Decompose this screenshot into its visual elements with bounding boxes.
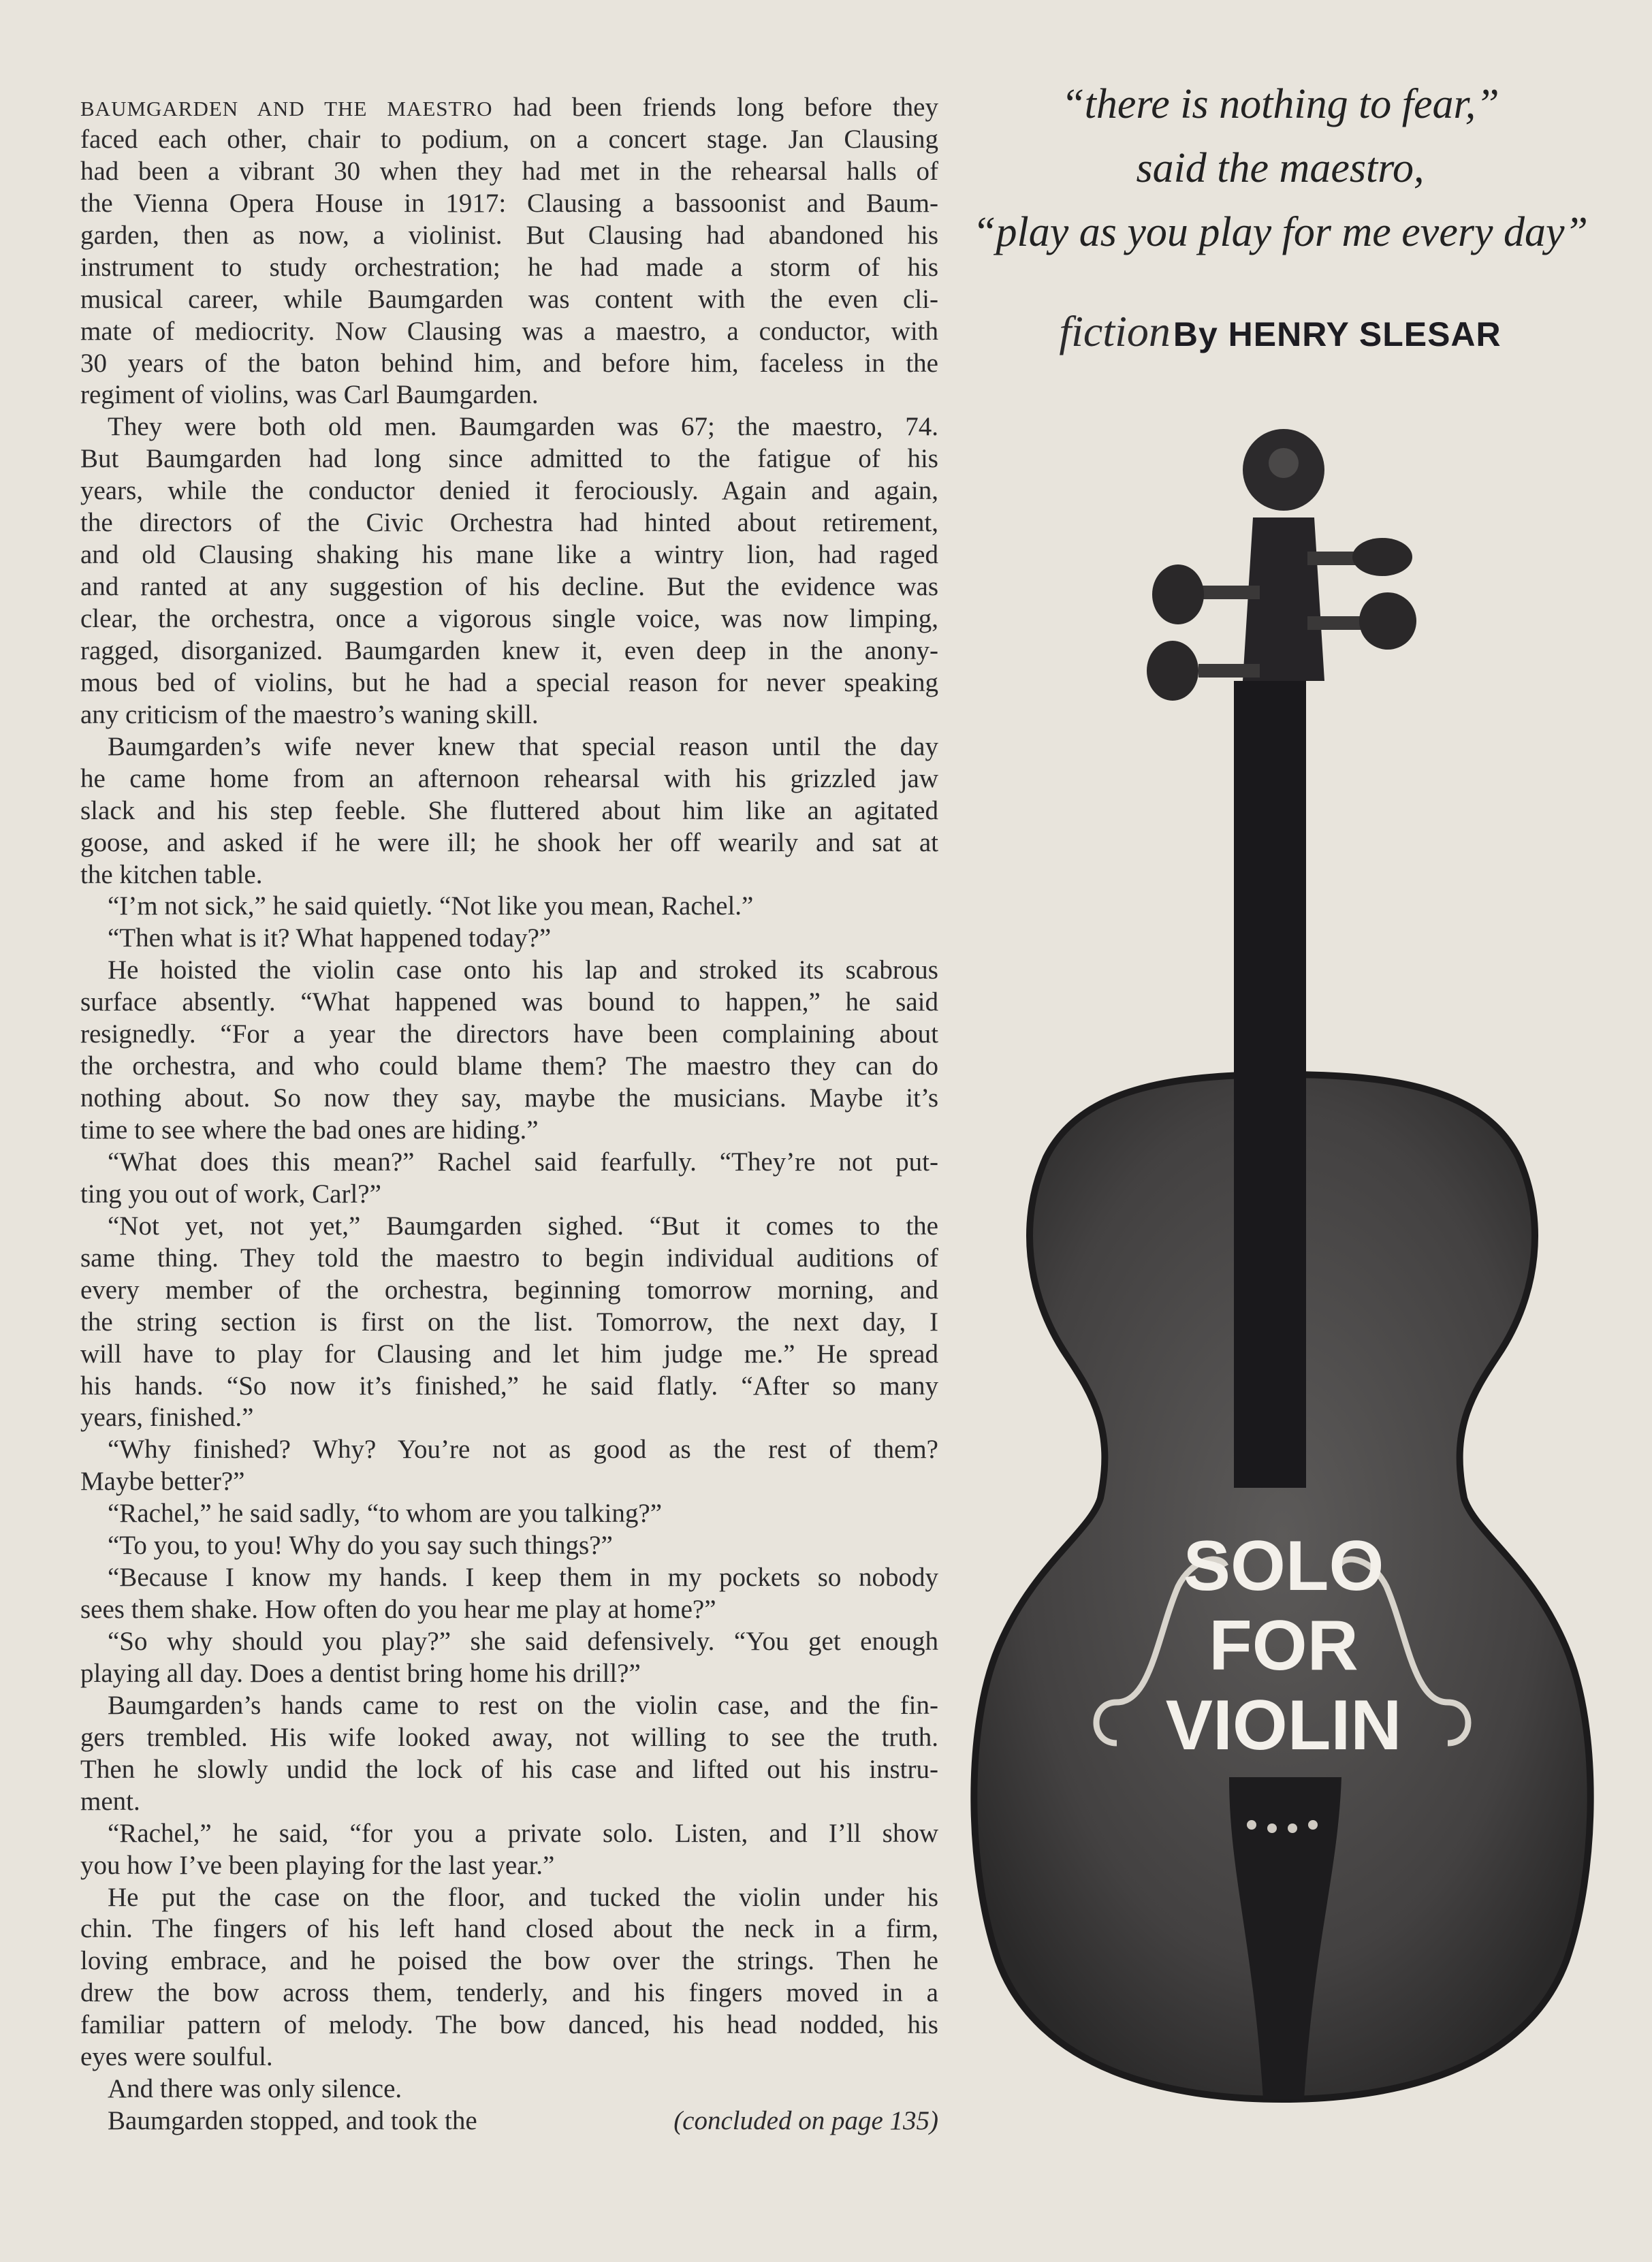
story-line-text: the Vienna Opera House in 1917: Clausing a bassoonist and Baum- [80,188,938,218]
story-line-text: the orchestra, and who could blame them? The maestro they can do [80,1051,938,1081]
story-line-text: time to see where the bad ones are hiding.” [80,1115,539,1145]
story-line-text: ting you out of work, Carl?” [80,1179,381,1209]
story-line-text: But Baumgarden had long since admitted to the fatigue of his [80,444,938,474]
story-line-text: the directors of the Civic Orchestra had hinted about retirement, [80,508,938,538]
story-line-text: eyes were soulful. [80,2042,273,2072]
story-line-text: goose, and asked if he were ill; he shook her off wearily and sat at [80,827,938,857]
scroll-eye [1269,448,1299,478]
author-name: By HENRY SLESAR [1173,315,1502,353]
story-line-text: had been friends long before they [492,93,938,122]
story-line-text: Then he slowly undid the lock of his case and lifted out his instru- [80,1754,938,1784]
violin-peg [1147,641,1198,701]
story-line-text: Maybe better?” [80,1467,245,1497]
story-line-text: 30 years of the baton behind him, and before him, faceless in the [80,348,938,378]
story-line-text: “Then what is it? What happened today?” [108,923,552,953]
story-line-text: resignedly. “For a year the directors have been complaining about [80,1019,938,1049]
story-line-text: They were both old men. Baumgarden was 67; the maestro, 74. [108,412,938,442]
pull-quote-line-3: “play as you play for me every day” [972,209,1588,255]
story-line-text: every member of the orchestra, beginning tomorrow morning, and [80,1275,938,1305]
story-line-text: mous bed of violins, but he had a special reason for never speaking [80,667,938,697]
story-line-text: “Not yet, not yet,” Baumgarden sighed. “But it comes to the [108,1211,938,1241]
pull-quote-line-2: said the maestro, [1136,145,1425,191]
story-line-text: loving embrace, and he poised the bow over the strings. Then he [80,1946,938,1976]
continued-on-page-note: (concluded on page 135) [673,2106,938,2136]
story-line-text: sees them shake. How often do you hear me play at home?” [80,1595,716,1625]
story-line-text: regiment of violins, was Carl Baumgarden. [80,380,539,410]
story-line-text: same thing. They told the maestro to begin individual auditions of [80,1243,938,1273]
story-line-text: years, while the conductor denied it ferociously. Again and again, [80,476,938,506]
story-line-text: musical career, while Baumgarden was content with the even cli- [80,284,938,314]
story-line-text: “So why should you play?” she said defensively. “You get enough [108,1627,938,1656]
story-line-text: “What does this mean?” Rachel said fearfully. “They’re not put- [108,1147,938,1177]
story-line-text: had been a vibrant 30 when they had met in the rehearsal halls of [80,156,938,186]
story-line-text: He hoisted the violin case onto his lap and stroked its scabrous [108,955,938,985]
story-line-text: ragged, disorganized. Baumgarden knew it, even deep in the anony- [80,635,938,665]
story-line-text: Baumgarden’s wife never knew that special reason until the day [108,731,938,761]
illustration-title-line-2: FOR [1209,1606,1359,1685]
story-line-text: he came home from an afternoon rehearsal with his grizzled jaw [80,763,938,793]
story-line-text: the kitchen table. [80,859,263,889]
story-lead-in: BAUMGARDEN AND THE MAESTRO [80,97,493,121]
story-line-text: “To you, to you! Why do you say such things?” [108,1531,613,1561]
illustration-title-line-1: SOLO [1183,1527,1384,1606]
story-line-text: And there was only silence. [108,2074,402,2104]
story-line-text: gers trembled. His wife looked away, not willing to see the truth. [80,1722,938,1752]
violin-peg [1352,538,1412,576]
story-line-text: “Rachel,” he said sadly, “to whom are you talking?” [108,1499,663,1529]
peg-shaft [1198,586,1260,599]
story-line-text: and ranted at any suggestion of his decline. But the evidence was [80,572,938,602]
story-line-text: will have to play for Clausing and let him judge me.” He spread [80,1339,938,1369]
story-line-text: surface absently. “What happened was bound to happen,” he said [80,987,938,1017]
genre-label: fiction [1059,307,1171,355]
story-line-text: slack and his step feeble. She fluttered about him like an agitated [80,795,938,825]
story-line-text: years, finished.” [80,1403,254,1433]
story-line-text: Baumgarden stopped, and took the [108,2106,477,2136]
story-line-text: garden, then as now, a violinist. But Clausing had abandoned his [80,220,938,250]
violin-peg [1359,592,1416,650]
story-line-text: mate of mediocrity. Now Clausing was a maestro, a conductor, with [80,316,938,346]
illustration-title-line-3: VIOLIN [1165,1686,1402,1765]
story-line-text: “I’m not sick,” he said quietly. “Not like you mean, Rachel.” [108,891,754,921]
story-line-text: his hands. “So now it’s finished,” he said flatly. “After so many [80,1371,938,1401]
story-line-text: clear, the orchestra, once a vigorous single voice, was now limping, [80,604,938,633]
story-line-text: playing all day. Does a dentist bring home his drill?” [80,1658,641,1688]
story-line-text: drew the bow across them, tenderly, and his fingers moved in a [80,1978,938,2008]
story-line-text: “Why finished? Why? You’re not as good as the rest of them? [108,1435,938,1465]
story-line-text: He put the case on the floor, and tucked the violin under his [108,1882,938,1912]
story-line-text: and old Clausing shaking his mane like a wintry lion, had raged [80,540,938,570]
pull-quote-line-1: “there is nothing to fear,” [1061,81,1499,127]
peg-shaft [1198,664,1260,678]
story-line-text: nothing about. So now they say, maybe the musicians. Maybe it’s [80,1083,938,1113]
story-line-text: chin. The fingers of his left hand closed about the neck in a firm, [80,1914,938,1944]
story-line-text: “Rachel,” he said, “for you a private solo. Listen, and I’ll show [108,1818,938,1848]
story-line-text: “Because I know my hands. I keep them in my pockets so nobody [108,1563,938,1593]
story-line-text: you how I’ve been playing for the last year.” [80,1850,555,1880]
violin-peg [1152,564,1204,624]
story-line-text: the string section is first on the list. Tomorrow, the next day, I [80,1307,938,1337]
story-line-text: faced each other, chair to podium, on a concert stage. Jan Clausing [80,124,938,154]
story-line-text: Baumgarden’s hands came to rest on the violin case, and the fin- [108,1690,938,1720]
story-line-text: familiar pattern of melody. The bow danced, his head nodded, his [80,2010,938,2040]
story-line-text: any criticism of the maestro’s waning skill. [80,699,539,729]
story-line-text: instrument to study orchestration; he had made a storm of his [80,252,938,282]
violin-fingerboard [1234,681,1306,1488]
story-line-text: ment. [80,1786,140,1816]
